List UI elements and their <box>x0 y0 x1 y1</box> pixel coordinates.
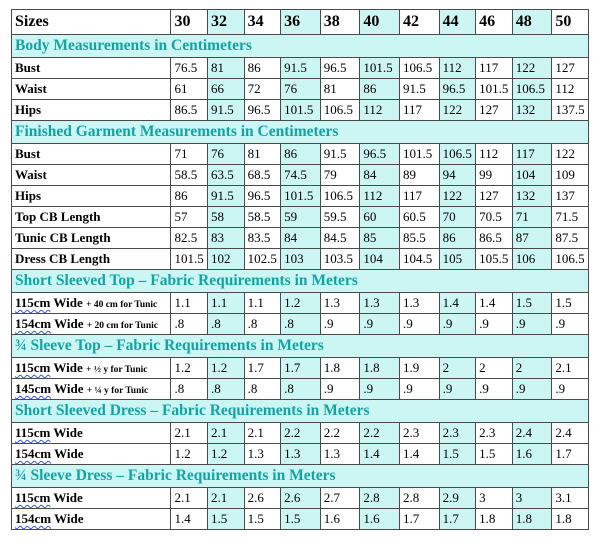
row-label <box>12 509 171 530</box>
table-row <box>12 58 589 79</box>
value-cell: 63.5 <box>208 165 245 186</box>
value-cell: 85 <box>360 228 400 249</box>
value-cell: 122 <box>439 186 476 207</box>
value-cell: 2.7 <box>320 488 360 509</box>
value-cell: 127 <box>476 186 513 207</box>
table-row <box>12 100 589 121</box>
value-cell: 106.5 <box>320 100 360 121</box>
section-title: Body Measurements in Centimeters <box>12 35 589 58</box>
value-cell: 1.3 <box>281 444 321 465</box>
table-row <box>12 488 589 509</box>
value-cell: 86.5 <box>476 228 513 249</box>
value-cell: 117 <box>512 144 552 165</box>
value-cell: 1.6 <box>512 444 552 465</box>
value-cell: 1.3 <box>320 444 360 465</box>
value-cell: 1.3 <box>320 293 360 314</box>
value-cell: 2.6 <box>281 488 321 509</box>
value-cell: 105 <box>439 249 476 270</box>
value-cell: 70 <box>439 207 476 228</box>
value-cell: 1.2 <box>171 444 208 465</box>
value-cell: 1.8 <box>476 509 513 530</box>
value-cell: 86 <box>171 186 208 207</box>
value-cell: 76.5 <box>171 58 208 79</box>
value-cell: 1.5 <box>244 509 281 530</box>
section-title: ¾ Sleeve Top – Fabric Requirements in Meters <box>12 335 589 358</box>
value-cell: .8 <box>171 379 208 400</box>
value-cell: 2.4 <box>552 423 589 444</box>
value-cell: 59 <box>281 207 321 228</box>
fabric-width-label: Wide <box>50 490 83 505</box>
value-cell: 86 <box>281 144 321 165</box>
size-header-cell: 48 <box>512 10 552 35</box>
value-cell: 74.5 <box>281 165 321 186</box>
value-cell: 58 <box>208 207 245 228</box>
size-header-cell: 50 <box>552 10 589 35</box>
value-cell: .9 <box>360 314 400 335</box>
row-label: Hips <box>12 100 171 121</box>
row-label: Top CB Length <box>12 207 171 228</box>
value-cell: 61 <box>171 79 208 100</box>
value-cell: 87 <box>512 228 552 249</box>
tunic-extra-note: + 40 cm for Tunic <box>86 300 158 310</box>
value-cell: 1.2 <box>171 358 208 379</box>
row-label: Dress CB Length <box>12 249 171 270</box>
tunic-extra-note: + 20 cm for Tunic <box>86 321 158 331</box>
value-cell: 104.5 <box>400 249 440 270</box>
value-cell: 2.9 <box>439 488 476 509</box>
value-cell: 1.5 <box>512 293 552 314</box>
value-cell: .9 <box>512 379 552 400</box>
value-cell: 2.1 <box>208 423 245 444</box>
value-cell: 2.1 <box>171 488 208 509</box>
value-cell: 60.5 <box>400 207 440 228</box>
value-cell: 101.5 <box>281 100 321 121</box>
value-cell: 91.5 <box>400 79 440 100</box>
value-cell: 117 <box>400 100 440 121</box>
value-cell: 3 <box>476 488 513 509</box>
value-cell: 86 <box>439 228 476 249</box>
section-header-row <box>12 270 589 293</box>
value-cell: 112 <box>476 144 513 165</box>
value-cell: 105.5 <box>476 249 513 270</box>
section-title: Short Sleeved Top – Fabric Requirements in Meters <box>12 270 589 293</box>
value-cell: 72 <box>244 79 281 100</box>
value-cell: 1.5 <box>552 293 589 314</box>
value-cell: 2.6 <box>244 488 281 509</box>
row-label: Bust <box>12 144 171 165</box>
value-cell: 1.1 <box>244 293 281 314</box>
row-label <box>12 423 171 444</box>
value-cell: .8 <box>244 379 281 400</box>
value-cell: 79 <box>320 165 360 186</box>
table-row <box>12 379 589 400</box>
value-cell: 106.5 <box>400 58 440 79</box>
value-cell: 66 <box>208 79 245 100</box>
value-cell: 127 <box>476 100 513 121</box>
value-cell: .9 <box>439 379 476 400</box>
value-cell: .9 <box>320 314 360 335</box>
value-cell: 1.5 <box>476 444 513 465</box>
value-cell: 71 <box>171 144 208 165</box>
value-cell: 122 <box>512 58 552 79</box>
value-cell: 70.5 <box>476 207 513 228</box>
value-cell: 1.8 <box>320 358 360 379</box>
value-cell: 106 <box>512 249 552 270</box>
value-cell: .9 <box>476 379 513 400</box>
value-cell: 57 <box>171 207 208 228</box>
size-chart <box>11 9 589 530</box>
value-cell: 117 <box>400 186 440 207</box>
value-cell: 2 <box>476 358 513 379</box>
value-cell: 1.4 <box>171 509 208 530</box>
value-cell: 1.5 <box>281 509 321 530</box>
size-header-cell: 38 <box>320 10 360 35</box>
fabric-width-label: Wide <box>50 425 83 440</box>
value-cell: 76 <box>208 144 245 165</box>
value-cell: 58.5 <box>171 165 208 186</box>
value-cell: 106.5 <box>320 186 360 207</box>
value-cell: 2.1 <box>208 488 245 509</box>
value-cell: 71 <box>512 207 552 228</box>
table-row <box>12 144 589 165</box>
table-row <box>12 423 589 444</box>
table-row <box>12 228 589 249</box>
fabric-width-unit: 154cm <box>15 446 52 461</box>
fabric-width-unit: 115cm <box>15 490 51 505</box>
value-cell: 1.7 <box>281 358 321 379</box>
row-label: Bust <box>12 58 171 79</box>
value-cell: 1.5 <box>208 509 245 530</box>
value-cell: 1.6 <box>360 509 400 530</box>
table-row <box>12 207 589 228</box>
value-cell: 68.5 <box>244 165 281 186</box>
value-cell: 1.2 <box>281 293 321 314</box>
value-cell: .8 <box>208 379 245 400</box>
value-cell: 1.7 <box>244 358 281 379</box>
table-row <box>12 79 589 100</box>
value-cell: .9 <box>360 379 400 400</box>
section-title: Short Sleeved Dress – Fabric Requirements in Meters <box>12 400 589 423</box>
value-cell: 1.8 <box>512 509 552 530</box>
value-cell: 1.6 <box>320 509 360 530</box>
value-cell: 91.5 <box>320 144 360 165</box>
value-cell: 1.8 <box>360 358 400 379</box>
value-cell: 102 <box>208 249 245 270</box>
value-cell: 1.7 <box>400 509 440 530</box>
value-cell: 2.1 <box>171 423 208 444</box>
value-cell: 86 <box>244 58 281 79</box>
size-header-cell: 46 <box>476 10 513 35</box>
size-header-cell: 34 <box>244 10 281 35</box>
header-row <box>12 10 589 35</box>
value-cell: 1.4 <box>400 444 440 465</box>
table-row <box>12 249 589 270</box>
size-header-cell: 44 <box>439 10 476 35</box>
row-label <box>12 379 171 400</box>
value-cell: 83.5 <box>244 228 281 249</box>
fabric-width-label: Wide <box>51 511 84 526</box>
value-cell: 84 <box>281 228 321 249</box>
value-cell: 2.8 <box>400 488 440 509</box>
value-cell: 59.5 <box>320 207 360 228</box>
value-cell: 81 <box>208 58 245 79</box>
value-cell: .9 <box>552 314 589 335</box>
size-table <box>11 9 589 530</box>
tunic-extra-note: + ½ y for Tunic <box>86 365 148 375</box>
value-cell: 96.5 <box>320 58 360 79</box>
fabric-width-unit: 115cm <box>15 425 51 440</box>
value-cell: 99 <box>476 165 513 186</box>
fabric-width-unit: 154cm <box>15 316 52 331</box>
section-title: Finished Garment Measurements in Centimeters <box>12 121 589 144</box>
size-header-cell: 40 <box>360 10 400 35</box>
value-cell: 104 <box>512 165 552 186</box>
value-cell: 1.2 <box>208 444 245 465</box>
value-cell: 106.5 <box>439 144 476 165</box>
table-row <box>12 314 589 335</box>
row-label <box>12 314 171 335</box>
value-cell: 89 <box>400 165 440 186</box>
value-cell: 81 <box>320 79 360 100</box>
row-label: Waist <box>12 165 171 186</box>
value-cell: .8 <box>244 314 281 335</box>
value-cell: .9 <box>320 379 360 400</box>
fabric-width-unit: 154cm <box>15 511 52 526</box>
value-cell: 94 <box>439 165 476 186</box>
value-cell: 2.2 <box>360 423 400 444</box>
value-cell: 58.5 <box>244 207 281 228</box>
section-header-row <box>12 400 589 423</box>
size-table-body <box>12 10 589 530</box>
row-label <box>12 358 171 379</box>
size-header-cell: 42 <box>400 10 440 35</box>
value-cell: 83 <box>208 228 245 249</box>
value-cell: 109 <box>552 165 589 186</box>
value-cell: 101.5 <box>171 249 208 270</box>
value-cell: 84 <box>360 165 400 186</box>
value-cell: 106.5 <box>512 79 552 100</box>
value-cell: 85.5 <box>400 228 440 249</box>
value-cell: 132 <box>512 100 552 121</box>
value-cell: .8 <box>281 314 321 335</box>
section-header-row <box>12 121 589 144</box>
row-label <box>12 488 171 509</box>
value-cell: 1.1 <box>171 293 208 314</box>
value-cell: 102.5 <box>244 249 281 270</box>
row-label: Hips <box>12 186 171 207</box>
table-row <box>12 186 589 207</box>
value-cell: 2.1 <box>244 423 281 444</box>
value-cell: 96.5 <box>244 100 281 121</box>
value-cell: 3 <box>512 488 552 509</box>
row-label <box>12 444 171 465</box>
value-cell: 112 <box>360 100 400 121</box>
value-cell: .9 <box>400 314 440 335</box>
value-cell: 101.5 <box>281 186 321 207</box>
row-label <box>12 293 171 314</box>
value-cell: 1.4 <box>439 293 476 314</box>
value-cell: 122 <box>552 144 589 165</box>
value-cell: 2.4 <box>512 423 552 444</box>
value-cell: 2 <box>439 358 476 379</box>
value-cell: 91.5 <box>208 100 245 121</box>
value-cell: .8 <box>281 379 321 400</box>
value-cell: 1.3 <box>244 444 281 465</box>
value-cell: 82.5 <box>171 228 208 249</box>
value-cell: 1.8 <box>552 509 589 530</box>
value-cell: 2.1 <box>552 358 589 379</box>
value-cell: 137.5 <box>552 100 589 121</box>
size-header-cell: 30 <box>171 10 208 35</box>
value-cell: 71.5 <box>552 207 589 228</box>
value-cell: 1.9 <box>400 358 440 379</box>
value-cell: 96.5 <box>360 144 400 165</box>
value-cell: 132 <box>512 186 552 207</box>
value-cell: .8 <box>208 314 245 335</box>
section-header-row <box>12 35 589 58</box>
value-cell: 112 <box>360 186 400 207</box>
value-cell: 2.8 <box>360 488 400 509</box>
value-cell: 1.1 <box>208 293 245 314</box>
value-cell: 112 <box>552 79 589 100</box>
tunic-extra-note: + ¼ y for Tunic <box>86 386 149 396</box>
value-cell: 96.5 <box>244 186 281 207</box>
value-cell: 81 <box>244 144 281 165</box>
fabric-width-label: Wide <box>51 381 87 396</box>
value-cell: 127 <box>552 58 589 79</box>
value-cell: 84.5 <box>320 228 360 249</box>
value-cell: 2.2 <box>281 423 321 444</box>
value-cell: .9 <box>400 379 440 400</box>
value-cell: 1.4 <box>360 444 400 465</box>
table-row <box>12 444 589 465</box>
value-cell: 1.3 <box>400 293 440 314</box>
value-cell: 91.5 <box>281 58 321 79</box>
table-row <box>12 165 589 186</box>
value-cell: 2.2 <box>320 423 360 444</box>
value-cell: 91.5 <box>208 186 245 207</box>
fabric-width-unit: 115cm <box>15 360 51 375</box>
value-cell: 1.3 <box>360 293 400 314</box>
value-cell: 96.5 <box>439 79 476 100</box>
value-cell: 86 <box>360 79 400 100</box>
fabric-width-label: Wide <box>51 446 84 461</box>
value-cell: 60 <box>360 207 400 228</box>
value-cell: .9 <box>439 314 476 335</box>
row-label: Tunic CB Length <box>12 228 171 249</box>
value-cell: .9 <box>552 379 589 400</box>
fabric-width-unit: 115cm <box>15 295 51 310</box>
value-cell: 104 <box>360 249 400 270</box>
value-cell: 2 <box>512 358 552 379</box>
value-cell: 87.5 <box>552 228 589 249</box>
fabric-width-label: Wide <box>50 360 87 375</box>
value-cell: 137 <box>552 186 589 207</box>
section-header-row <box>12 335 589 358</box>
fabric-width-label: Wide <box>50 295 87 310</box>
value-cell: 76 <box>281 79 321 100</box>
value-cell: 103.5 <box>320 249 360 270</box>
value-cell: .8 <box>171 314 208 335</box>
value-cell: 103 <box>281 249 321 270</box>
value-cell: 122 <box>439 100 476 121</box>
value-cell: 2.3 <box>439 423 476 444</box>
value-cell: 101.5 <box>360 58 400 79</box>
value-cell: .9 <box>476 314 513 335</box>
section-title: ¾ Sleeve Dress – Fabric Requirements in Meters <box>12 465 589 488</box>
value-cell: .9 <box>512 314 552 335</box>
table-row <box>12 358 589 379</box>
value-cell: 117 <box>476 58 513 79</box>
value-cell: 1.7 <box>439 509 476 530</box>
table-row <box>12 509 589 530</box>
sizes-header-label: Sizes <box>12 10 171 35</box>
fabric-width-label: Wide <box>51 316 87 331</box>
table-row <box>12 293 589 314</box>
value-cell: 3.1 <box>552 488 589 509</box>
value-cell: 106.5 <box>552 249 589 270</box>
value-cell: 1.5 <box>439 444 476 465</box>
fabric-width-unit: 145cm <box>15 381 52 396</box>
value-cell: 2.3 <box>476 423 513 444</box>
size-header-cell: 32 <box>208 10 245 35</box>
value-cell: 86.5 <box>171 100 208 121</box>
value-cell: 101.5 <box>400 144 440 165</box>
section-header-row <box>12 465 589 488</box>
value-cell: 1.2 <box>208 358 245 379</box>
value-cell: 101.5 <box>476 79 513 100</box>
value-cell: 2.3 <box>400 423 440 444</box>
value-cell: 1.4 <box>476 293 513 314</box>
value-cell: 1.7 <box>552 444 589 465</box>
row-label: Waist <box>12 79 171 100</box>
size-header-cell: 36 <box>281 10 321 35</box>
value-cell: 112 <box>439 58 476 79</box>
